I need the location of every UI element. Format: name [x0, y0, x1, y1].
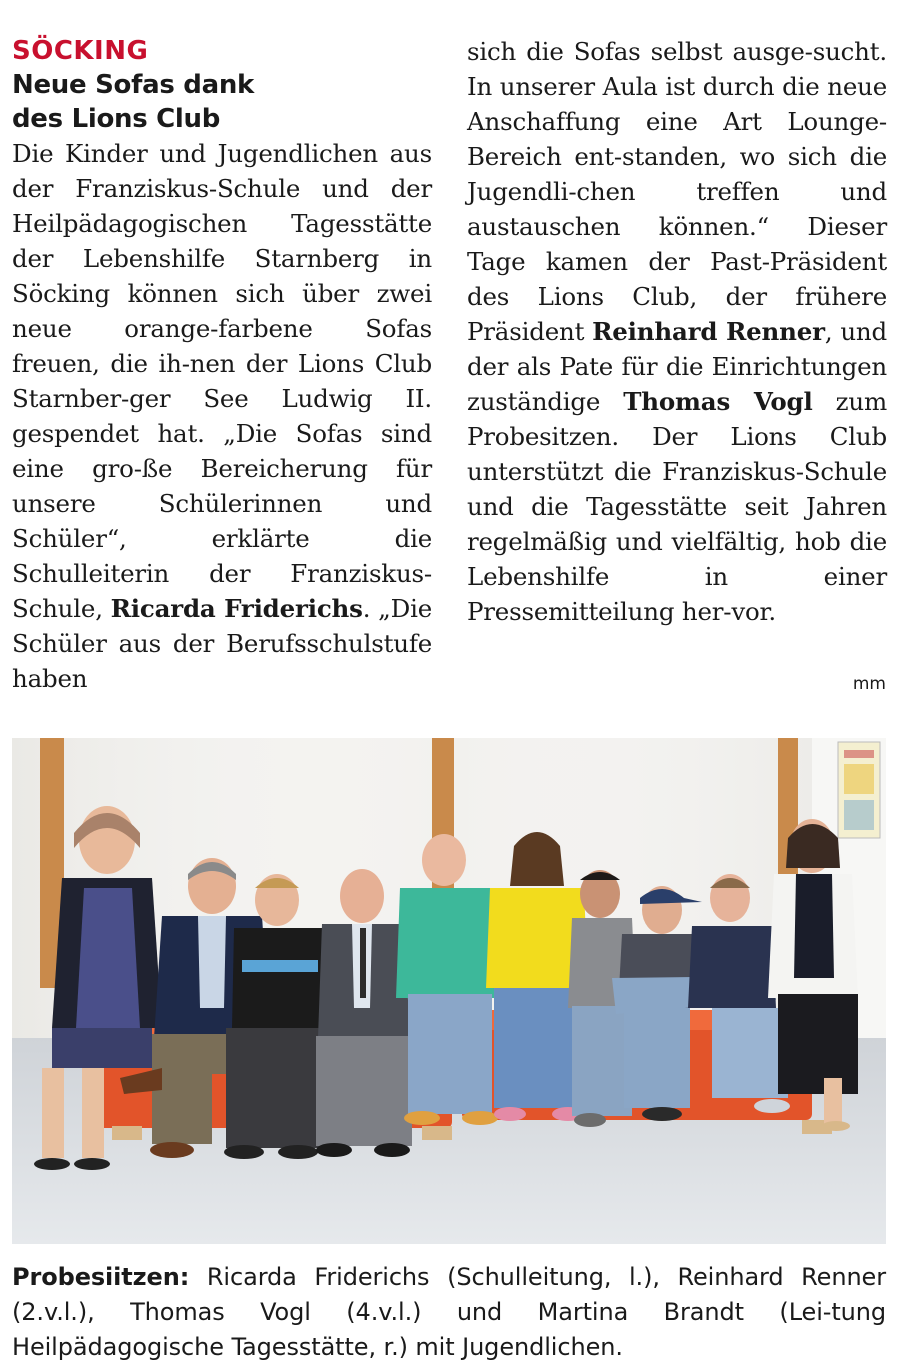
- article-body-right: [467, 34, 887, 629]
- article-headline-line2: des Lions Club: [12, 104, 221, 134]
- body-text-segment: zum Probesitzen. Der Lions Club unterstützt die Franziskus-Schule und die Tagesstätte seit Jahren regelmäßig und vielfältig, hob die Lebenshilfe in einer Pressemitteilung her-vor.: [467, 387, 887, 626]
- body-text-segment: Die Kinder und Jugendlichen aus der Franziskus-Schule und der Heilpädagogischen Tagesstätte der Lebenshilfe Starnberg in Söcking können sich über zwei neue orange-farbene Sofas freuen, die ih-nen der Lions Club Starnber-ger See Ludwig II. gespendet hat. „Die Sofas sind eine gro-ße Bereicherung für unsere Schülerinnen und Schüler“, erklärte die Schulleiterin der Franziskus-Schule,: [12, 139, 432, 623]
- article-right-column: [467, 34, 887, 629]
- caption-label: Probesiitzen:: [12, 1263, 190, 1291]
- body-text-segment: , und der als Pate für die Einrichtungen zuständige: [467, 317, 887, 416]
- article-left-column: [12, 34, 432, 696]
- article-body-left: [12, 136, 432, 696]
- article-kicker: SÖCKING: [12, 36, 149, 66]
- group-photo: [12, 738, 886, 1244]
- group-photo-illustration: [12, 738, 886, 1244]
- name-ricarda-friderichs: Ricarda Friderichs: [110, 594, 363, 623]
- author-initials: mm: [852, 674, 886, 694]
- name-reinhard-renner: Reinhard Renner: [592, 317, 825, 346]
- body-text-segment: . „Die Schüler aus der Berufsschulstufe haben: [12, 594, 433, 693]
- photo-caption: [12, 1260, 886, 1365]
- name-thomas-vogl: Thomas Vogl: [623, 387, 813, 416]
- caption-text: Ricarda Friderichs (Schulleitung, l.), Reinhard Renner (2.v.l.), Thomas Vogl (4.v.l.) und Martina Brandt (Lei-tung Heilpädagogische Tagesstätte, r.) mit Jugendlichen.: [12, 1263, 886, 1361]
- body-text-segment: sich die Sofas selbst ausge-sucht. In unserer Aula ist durch die neue Anschaffung eine Art Lounge-Bereich ent-standen, wo sich die Jugendli-chen treffen und austauschen können.“ Dieser Tage kamen der Past-Präsident des Lions Club, der frühere Präsident: [467, 37, 887, 346]
- article-headline-line1: Neue Sofas dank: [12, 70, 255, 100]
